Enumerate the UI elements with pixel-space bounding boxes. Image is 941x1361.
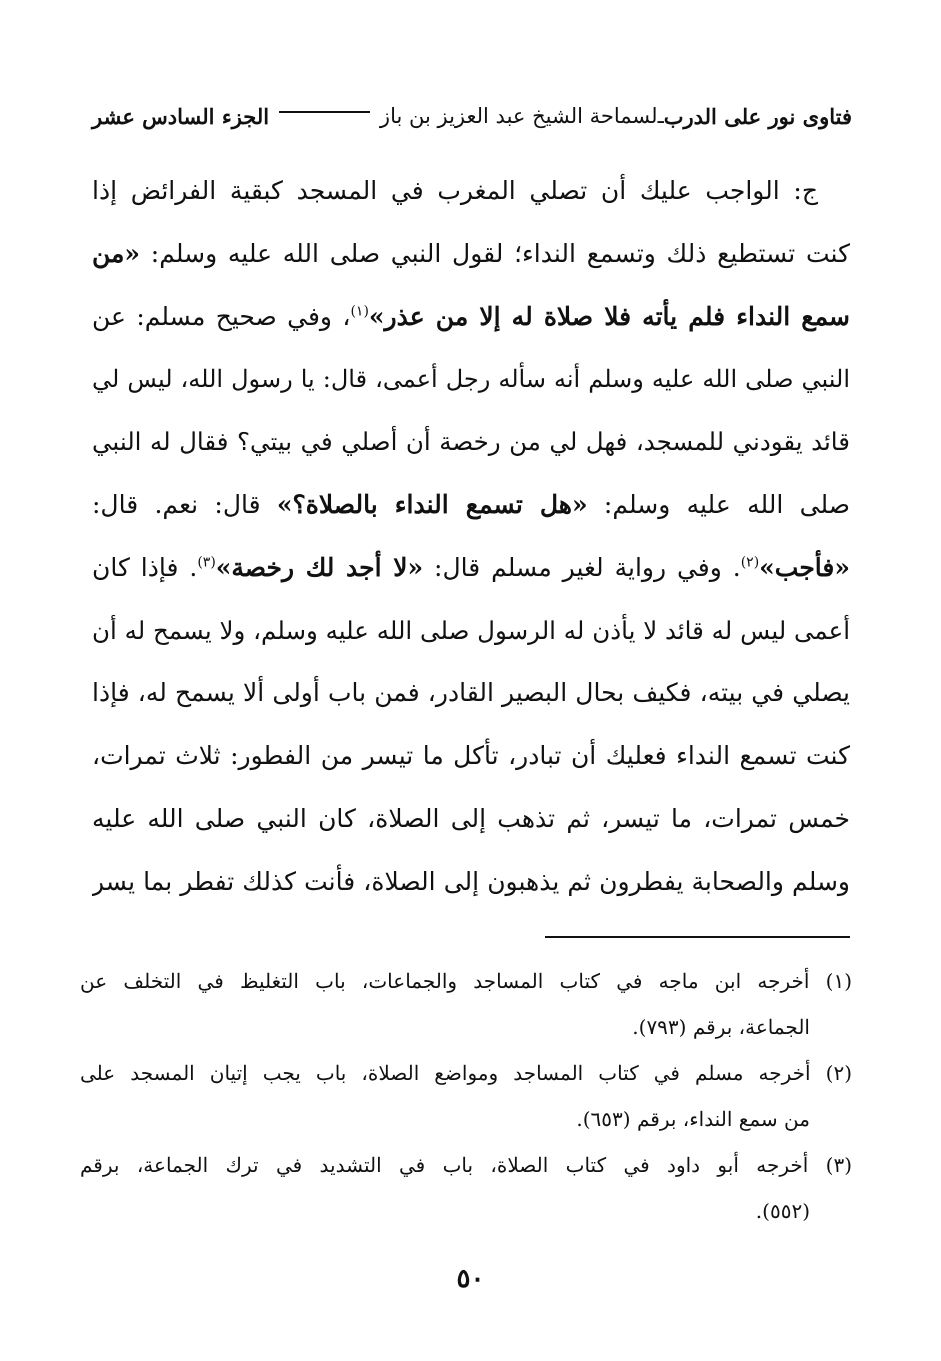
hadith-quote: «فأجب» — [759, 552, 850, 582]
body-line — [92, 160, 850, 223]
header-rule — [279, 111, 370, 113]
body-text-segment: أعمى ليس له قائد لا يأذن له الرسول صلى الله عليه وسلم، ولا يسمح له أن — [92, 615, 850, 645]
hadith-quote: «هل تسمع النداء بالصلاة؟» — [276, 489, 588, 519]
body-text-segment: وسلم والصحابة يفطرون ثم يذهبون إلى الصلاة، فأنت كذلك تفطر بما يسر — [92, 866, 850, 896]
body-text-segment: خمس تمرات، ما تيسر، ثم تذهب إلى الصلاة، كان النبي صلى الله عليه — [92, 803, 850, 833]
body-line — [92, 725, 850, 788]
page-number: ٥٠ — [456, 1264, 485, 1294]
hadith-quote: «من — [92, 238, 141, 268]
body-line — [92, 851, 850, 914]
book-title: فتاوى نور على الدرب — [663, 103, 852, 129]
body-text-segment: يصلي في بيته، فكيف بحال البصير القادر، فمن باب أولى ألا يسمح له، فإذا — [92, 678, 850, 708]
body-text-segment: . وفي رواية لغير مسلم قال: — [423, 552, 741, 582]
body-line — [92, 788, 850, 851]
body-text-segment: . فإذا كان — [92, 552, 198, 582]
footnote-line: (٢) أخرجه مسلم في كتاب المساجد ومواضع الصلاة، باب يجب إتيان المسجد على — [80, 1061, 852, 1085]
hadith-quote: سمع النداء فلم يأته فلا صلاة له إلا من عذر» — [368, 301, 850, 331]
body-line — [92, 662, 850, 725]
body-text-segment: قائد يقودني للمسجد، فهل لي من رخصة أن أصلي في بيتي؟ فقال له النبي — [92, 427, 850, 457]
body-text-segment: ج: الواجب عليك أن تصلي المغرب في المسجد كبقية الفرائض إذا — [92, 176, 818, 205]
hadith-quote: «لا أجد لك رخصة» — [215, 552, 424, 582]
body-text-segment: صلى الله عليه وسلم: — [587, 489, 850, 519]
body-text — [92, 160, 850, 914]
footnote-ref: (٢) — [740, 554, 760, 571]
footnote — [80, 1050, 852, 1142]
body-line — [92, 348, 850, 411]
body-line — [92, 474, 850, 537]
footnote-ref: (٣) — [197, 554, 216, 571]
footnote-line: (٣) أخرجه أبو داود في كتاب الصلاة، باب في التشديد في ترك الجماعة، برقم — [80, 1153, 852, 1177]
footnotes — [80, 958, 852, 1234]
footnote — [80, 958, 852, 1050]
body-text-segment: ، وفي صحيح مسلم: عن — [92, 301, 351, 331]
body-text-segment: قال: نعم. قال: — [92, 489, 277, 519]
footnote — [80, 1142, 852, 1234]
body-text-segment: النبي صلى الله عليه وسلم أنه سأله رجل أعمى، قال: يا رسول الله، ليس لي — [92, 365, 850, 394]
body-text-segment: كنت تسمع النداء فعليك أن تبادر، تأكل ما تيسر من الفطور: ثلاث تمرات، — [92, 741, 850, 771]
footnote-ref: (١) — [350, 303, 369, 320]
footnote-line: (٥٥٢). — [755, 1199, 810, 1223]
footnote-line: من سمع النداء، برقم (٦٥٣). — [576, 1107, 810, 1131]
body-line — [92, 537, 850, 600]
footnote-line: (١) أخرجه ابن ماجه في كتاب المساجد والجماعات، باب التغليظ في التخلف عن — [80, 969, 852, 993]
body-line — [92, 286, 850, 349]
header-dash: ـ — [657, 104, 664, 128]
body-line — [92, 411, 850, 474]
body-line — [92, 600, 850, 663]
volume-title: الجزء السادس عشر — [92, 103, 270, 129]
footnote-separator — [545, 936, 850, 938]
running-header — [92, 96, 852, 136]
body-line — [92, 223, 850, 286]
footnote-line: الجماعة، برقم (٧٩٣). — [632, 1015, 810, 1039]
author-name: لسماحة الشيخ عبد العزيز بن باز — [379, 104, 658, 128]
body-text-segment: كنت تستطيع ذلك وتسمع النداء؛ لقول النبي صلى الله عليه وسلم: — [140, 238, 850, 268]
